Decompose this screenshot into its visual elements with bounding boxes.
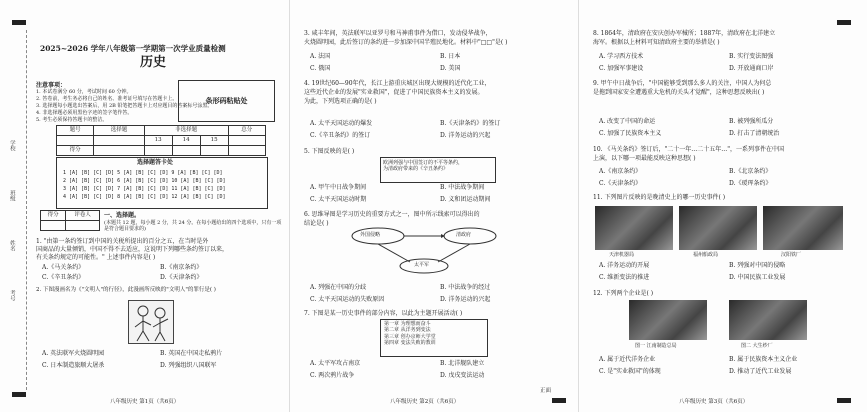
registration-mark bbox=[837, 398, 851, 403]
option-d[interactable]: D. 打击了清朝统治 bbox=[729, 130, 780, 137]
grader-cell[interactable] bbox=[41, 221, 66, 231]
question-4-line: 为此，下列选项正确的是( ) bbox=[304, 98, 377, 105]
question-5-material: 欧洲列强与中国签订的不平等条约， 为清政府带来的《辛丑条约》 bbox=[380, 157, 496, 183]
option-b[interactable]: B. 列强对中国的侵略 bbox=[729, 262, 786, 269]
option-c[interactable]: C. 维新变法的推进 bbox=[599, 274, 650, 281]
registration-mark bbox=[12, 20, 26, 25]
page-footer: 八年级历史 第2页（共6页） bbox=[390, 399, 460, 406]
page-3 bbox=[578, 0, 867, 412]
question-5-line: 5. 下图反映的是( ) bbox=[304, 148, 355, 155]
option-c[interactable]: C. 俄国 bbox=[310, 65, 331, 72]
subject-title: 历史 bbox=[140, 55, 167, 70]
option-d[interactable]: D. 义和团运动期间 bbox=[440, 196, 491, 203]
option-c[interactable]: C. 太平天国运动时期 bbox=[310, 196, 367, 203]
option-b[interactable]: B.《南京条约》 bbox=[160, 264, 203, 271]
photo-caption: 图一 江南制造总局 bbox=[635, 343, 677, 349]
option-b[interactable]: B. 属于民族资本主义企业 bbox=[729, 356, 798, 363]
option-c[interactable]: C. 加强了民族资本主义 bbox=[599, 130, 662, 137]
notice-line: 2. 答卷前，考生务必将自己的姓名、准考证号填写在答题卡上。 bbox=[36, 96, 178, 102]
option-d[interactable]: D. 美国 bbox=[440, 65, 461, 72]
score-cell: 15 bbox=[200, 136, 228, 146]
option-d[interactable]: D.《天津条约》 bbox=[160, 274, 203, 281]
question-10-line: 10. 《马关条约》签订后，"二十一年…二十五年…"，一系列事件在中国 bbox=[593, 146, 784, 153]
score-cell[interactable] bbox=[144, 146, 172, 156]
option-d[interactable]: D. 中国民族工业发展 bbox=[729, 274, 786, 281]
option-b[interactable]: B. 中法战争期间 bbox=[440, 184, 485, 191]
section-title: 一、选择题。 bbox=[104, 212, 141, 219]
option-c[interactable]: C.《天津条约》 bbox=[599, 180, 642, 187]
mind-map-node: 太平军 bbox=[414, 262, 430, 268]
option-c[interactable]: C. 太平天国运动的失败原因 bbox=[310, 296, 385, 303]
option-c[interactable]: C. 是"实业救国"的体现 bbox=[599, 368, 661, 375]
question-6-line: 6. 思维导图是学习历史的重要方式之一，图中所示线索可以得出的 bbox=[304, 211, 480, 218]
question-9-line: 9. 甲午中日战争后，"中国能够受到那么多人的关注，中国人为何总 bbox=[593, 80, 772, 87]
chapter-line: 第四章 变法失败的教训 bbox=[384, 339, 436, 346]
option-d[interactable]: D. 推动了近代工业发展 bbox=[729, 368, 792, 375]
page-1 bbox=[0, 0, 289, 412]
option-a[interactable]: A. 英法联军火烧圆明园 bbox=[42, 350, 105, 357]
question-4-line: 4. 19世纪60—90年代，长江上游重庆城区出现大规模的近代化工业， bbox=[304, 80, 491, 87]
question-12-line: 12. 下列两个企业是( ) bbox=[593, 290, 654, 297]
question-1-line: 1. "由第一条约签订到中国的关税所提出的百分之五，在当时是外 bbox=[36, 238, 209, 245]
option-c[interactable]: C. 日本制造旅顺大屠杀 bbox=[42, 362, 105, 369]
mind-map-node: 清政府 bbox=[456, 232, 472, 238]
barcode-area bbox=[178, 80, 275, 122]
score-cell: 选择题 bbox=[94, 126, 144, 136]
option-a[interactable]: A. 列强在中国的分歧 bbox=[310, 284, 367, 291]
seal-line bbox=[26, 30, 27, 390]
option-c[interactable]: C.《辛丑条约》的签订 bbox=[310, 132, 371, 139]
notice-line: 3. 选择题每小题选出答案后，用 2B 铅笔把答题卡上对应题目的答案标号涂黑。 bbox=[36, 103, 213, 109]
score-cell[interactable] bbox=[172, 146, 200, 156]
score-cell bbox=[94, 136, 144, 146]
question-7-material bbox=[380, 319, 488, 357]
score-cell bbox=[228, 136, 265, 146]
corner-mark: 正面 bbox=[540, 388, 552, 394]
notice-head: 注意事项： bbox=[36, 82, 67, 89]
option-b[interactable]: B. 中法战争的经过 bbox=[440, 284, 491, 291]
score-cell[interactable] bbox=[200, 146, 228, 156]
registration-mark bbox=[12, 392, 26, 397]
answer-row[interactable]: 2 [A] [B] [C] [D] 6 [A] [B] [C] [D] 10 [A] [B] [C] [D] bbox=[63, 178, 226, 184]
chapter-line: 第一章 为理想而奋斗 bbox=[384, 321, 431, 327]
score-cell[interactable] bbox=[94, 146, 144, 156]
question-3-line: 3. 咸丰年间，英法联军以亚罗号和马神甫事件为借口，发动侵华战争， bbox=[304, 30, 492, 37]
photo-caption: 福州船政局 bbox=[693, 252, 719, 258]
historical-photo bbox=[595, 206, 673, 250]
option-a[interactable]: A. 洋务运动的开展 bbox=[599, 262, 650, 269]
cartoon-illustration bbox=[128, 300, 174, 344]
option-d[interactable]: D.《瑷珲条约》 bbox=[729, 180, 772, 187]
page-footer: 八年级历史 第3页（共6页） bbox=[679, 399, 749, 406]
question-9-line: 是拖到国家安全遭遇重大危机的关头才觉醒"，这种思想反映出( ) bbox=[593, 89, 765, 96]
score-cell: 13 bbox=[144, 136, 172, 146]
section-desc: (本题共 12 题，每小题 2 分，共 24 分。在每小题给出的四个选项中，只有一项是符合题目要求的) bbox=[104, 220, 282, 233]
notice-line: 1. 本试卷满分 60 分，考试时间 60 分钟。 bbox=[36, 89, 132, 95]
option-a[interactable]: A. 学习西方技术 bbox=[599, 53, 644, 60]
side-label-school: 学校 bbox=[8, 140, 15, 151]
score-cell: 14 bbox=[172, 136, 200, 146]
question-6-line: 结论是( ) bbox=[304, 220, 329, 227]
question-4-line: 这些近代企业的发展"实业救国"，促进了中国民族资本主义的发展。 bbox=[304, 89, 484, 96]
score-cell: 非选择题 bbox=[144, 126, 228, 136]
historical-photo bbox=[763, 206, 843, 250]
historical-photo bbox=[729, 300, 807, 340]
chapter-line: 第三章 创办京师大学堂 bbox=[384, 333, 436, 340]
mind-map-node: 外国侵略 bbox=[360, 232, 381, 238]
score-cell: 题号 bbox=[57, 126, 94, 136]
photo-caption: 天津机器局 bbox=[609, 252, 635, 258]
exam-title: 2025~2026 学年八年级第一学期第一次学业质量检测 bbox=[40, 44, 226, 53]
historical-photo bbox=[629, 300, 707, 340]
question-3-line: 火烧圆明园，此后签订的条约进一步加深中国半殖民地化。材料中"□□"是( ) bbox=[304, 39, 508, 46]
option-d[interactable]: D. 开放通商口岸 bbox=[729, 65, 774, 72]
question-1-line: 有关条约规定的可能性。" 上述事件内容是( ) bbox=[36, 254, 156, 261]
option-a[interactable]: A. 法国 bbox=[310, 53, 331, 60]
question-8-line: 海军。根据以上材料可知清政府主要的举措是( ) bbox=[593, 39, 720, 46]
option-c[interactable]: C. 两次鸦片战争 bbox=[310, 372, 355, 379]
option-b[interactable]: B. 被列强所瓜分 bbox=[729, 118, 774, 125]
side-label-class: 班级 bbox=[8, 190, 15, 201]
question-2-line: 2. 下图漫画名为《"文明人"的行径》，此漫画所反映的"文明人"的罪行是( ) bbox=[36, 287, 216, 293]
grader-cell: 得分 bbox=[41, 211, 66, 221]
option-b[interactable]: B. 英国在中国走私鸦片 bbox=[160, 350, 223, 357]
option-b[interactable]: B.《天津条约》的签订 bbox=[440, 120, 501, 127]
historical-photo bbox=[679, 206, 757, 250]
barcode-label: 条形码粘贴处 bbox=[205, 95, 248, 105]
photo-caption: 图二 大生纱厂 bbox=[741, 343, 773, 349]
option-a[interactable]: A. 太平天国运动的爆发 bbox=[310, 120, 373, 127]
question-8-line: 8. 1864年，清政府在安庆创办军械所；1887年，清政府在北洋建立 bbox=[593, 30, 776, 37]
option-c[interactable]: C. 加强军事建设 bbox=[599, 65, 644, 72]
side-label-id: 考号 bbox=[8, 290, 15, 301]
answer-card bbox=[56, 157, 268, 209]
option-a[interactable]: A.《南京条约》 bbox=[599, 168, 642, 175]
question-7-line: 7. 下图是某一历史事件的部分内容，以此为主题开展活动( ) bbox=[304, 310, 463, 317]
option-d[interactable]: D. 洋务运动的兴起 bbox=[440, 296, 491, 303]
option-d[interactable]: D. 列强组织八国联军 bbox=[160, 362, 217, 369]
photo-caption: 汉阳铁厂 bbox=[781, 252, 802, 258]
score-table bbox=[56, 125, 266, 156]
option-a[interactable]: A. 属于近代洋务企业 bbox=[599, 356, 656, 363]
mind-map-diagram bbox=[350, 226, 500, 276]
option-b[interactable]: B. 北洋舰队建立 bbox=[440, 360, 485, 367]
score-cell: 得分 bbox=[57, 146, 94, 156]
notice-line: 4. 非选择题必须用黑色字迹的签字笔作答。 bbox=[36, 110, 133, 116]
score-cell: 总分 bbox=[228, 126, 265, 136]
option-a[interactable]: A. 改变了中国的命运 bbox=[599, 118, 656, 125]
answer-card-title: 选择题答卡处 bbox=[137, 159, 174, 166]
page-footer: 八年级历史 第1页（共6页） bbox=[110, 399, 180, 406]
score-cell bbox=[57, 136, 94, 146]
option-a[interactable]: A. 甲午中日战争期间 bbox=[310, 184, 367, 191]
option-d[interactable]: D. 洋务运动的兴起 bbox=[440, 132, 491, 139]
registration-mark bbox=[837, 20, 851, 25]
notice-line: 5. 考生必须保持答题卡的整洁。 bbox=[36, 117, 108, 123]
question-11-line: 11. 下列图片反映的是晚清史上的哪一历史事件( ) bbox=[593, 194, 726, 201]
grader-cell[interactable] bbox=[66, 221, 100, 231]
question-10-line: 上演，以下哪一项最能反映这种思想( ) bbox=[593, 155, 696, 162]
option-a[interactable]: A.《马关条约》 bbox=[42, 264, 85, 271]
chapter-line: 第二章 从洋务到变法 bbox=[384, 327, 431, 334]
answer-row[interactable]: 1 [A] [B] [C] [D] 5 [A] [B] [C] [D] 9 [A] [B] [C] [D] bbox=[63, 170, 223, 176]
question-1-line: 国商品的大量倾销，中国不得不去适应，这说明下列哪些条约签订以来， bbox=[36, 246, 229, 253]
option-b[interactable]: B. 实行变法图强 bbox=[729, 53, 774, 60]
grader-table bbox=[40, 210, 100, 231]
option-a[interactable]: A. 太平军攻占南京 bbox=[310, 360, 361, 367]
option-b[interactable]: B.《北京条约》 bbox=[729, 168, 772, 175]
grader-cell: 评卷人 bbox=[66, 211, 100, 221]
score-cell[interactable] bbox=[228, 146, 265, 156]
side-label-name: 姓名 bbox=[8, 240, 15, 251]
registration-mark bbox=[552, 398, 566, 403]
option-c[interactable]: C.《辛丑条约》 bbox=[42, 274, 85, 281]
option-d[interactable]: D. 戊戌变法运动 bbox=[440, 372, 485, 379]
cartoon-figure-icon bbox=[129, 301, 173, 343]
page-2 bbox=[289, 0, 578, 412]
answer-row[interactable]: 4 [A] [B] [C] [D] 8 [A] [B] [C] [D] 12 [A] [B] [C] [D] bbox=[63, 194, 226, 200]
answer-row[interactable]: 3 [A] [B] [C] [D] 7 [A] [B] [C] [D] 11 [A] [B] [C] [D] bbox=[63, 186, 226, 192]
option-b[interactable]: B. 日本 bbox=[440, 53, 461, 60]
